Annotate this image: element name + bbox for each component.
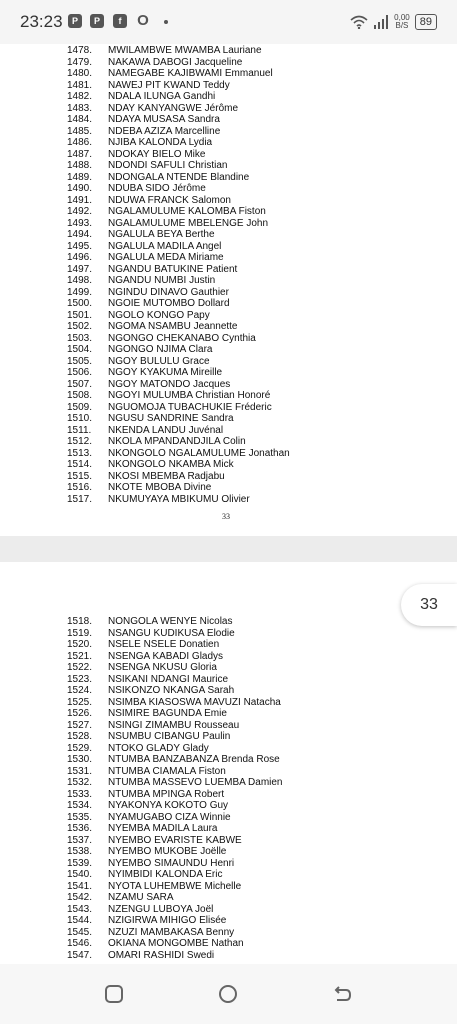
- entry-number: 1544.: [67, 915, 93, 926]
- entry-number: 1525.: [67, 696, 93, 708]
- home-icon[interactable]: [216, 982, 240, 1006]
- entry-name: NGOYI MULUMBA Christian Honoré: [108, 390, 271, 401]
- entry-number: 1502.: [67, 321, 93, 332]
- entry-name: NSIMIRE BAGUNDA Emie: [108, 708, 227, 719]
- list-item: [67, 651, 283, 663]
- entry-name: NTUMBA MPINGA Robert: [108, 788, 225, 800]
- list-item: [67, 356, 290, 368]
- list-item: [67, 367, 290, 379]
- entry-number: 1485.: [67, 125, 93, 137]
- entry-number: 1545.: [67, 926, 93, 938]
- document-page: [0, 44, 457, 536]
- list-item: [67, 103, 290, 115]
- entry-number: 1538.: [67, 846, 93, 857]
- entry-number: 1533.: [67, 788, 93, 800]
- entry-number: 1531.: [67, 765, 93, 777]
- list-item: [67, 252, 290, 264]
- list-item: [67, 448, 290, 460]
- entry-name: NGALULA MADILA Angel: [108, 240, 222, 252]
- entry-name: NGONGO NJIMA Clara: [108, 344, 213, 355]
- entry-number: 1497.: [67, 263, 93, 275]
- entry-name: NGALAMULUME KALOMBA Fiston: [108, 206, 266, 217]
- status-bar: [0, 0, 457, 44]
- entry-name: NGOY BULULU Grace: [108, 355, 210, 367]
- entry-number: 1540.: [67, 869, 93, 880]
- list-item: [67, 436, 290, 448]
- entry-name: NDONDI SAFULI Christian: [108, 160, 228, 171]
- list-item: [67, 835, 283, 847]
- entry-name: NJIBA KALONDA Lydia: [108, 137, 213, 148]
- list-item: [67, 869, 283, 881]
- list-item: [67, 708, 283, 720]
- entry-number: 1543.: [67, 903, 93, 915]
- list-item: [67, 80, 290, 92]
- entry-name: NDAY KANYANGWE Jérôme: [108, 102, 239, 114]
- list-item: [67, 195, 290, 207]
- entry-number: 1505.: [67, 355, 93, 367]
- entry-name: NZIGIRWA MIHIGO Elisée: [108, 915, 227, 926]
- list-item: [67, 720, 283, 732]
- entry-name: NZENGU LUBOYA Joël: [108, 903, 214, 915]
- list-item: [67, 766, 283, 778]
- list-item: [67, 425, 290, 437]
- list-item: [67, 333, 290, 345]
- entry-name: NSIKANI NDANGI Maurice: [108, 673, 229, 685]
- entry-number: 1507.: [67, 378, 93, 390]
- entry-name: NYEMBO EVARISTE KABWE: [108, 834, 242, 846]
- list-item: [67, 114, 290, 126]
- entry-name: NTOKO GLADY Glady: [108, 742, 209, 754]
- entry-number: 1487.: [67, 148, 93, 160]
- entry-number: 1542.: [67, 892, 93, 903]
- entry-name: NYIMBIDI KALONDA Eric: [108, 869, 223, 880]
- list-item: [67, 68, 290, 80]
- entry-number: 1514.: [67, 459, 93, 470]
- entry-number: 1527.: [67, 719, 93, 731]
- list-item: [67, 789, 283, 801]
- entry-name: NKOLA MPANDANDJILA Colin: [108, 436, 246, 447]
- list-item: [67, 662, 283, 674]
- entry-number: 1503.: [67, 332, 93, 344]
- entry-number: 1499.: [67, 286, 93, 298]
- entry-name: MWILAMBWE MWAMBA Lauriane: [108, 45, 262, 56]
- list-item: [67, 494, 290, 506]
- list-item: [67, 57, 290, 69]
- entry-name: NYAKONYA KOKOTO Guy: [108, 800, 229, 811]
- list-item: [67, 275, 290, 287]
- entry-name: NGOMA NSAMBU Jeannette: [108, 321, 238, 332]
- entry-name: NYAMUGABO CIZA Winnie: [108, 811, 231, 823]
- entry-name: NGANDU BATUKINE Patient: [108, 263, 238, 275]
- entry-name: NDONGALA NTENDE Blandine: [108, 171, 250, 183]
- opera-icon: O: [137, 12, 149, 29]
- entry-name: NAKAWA DABOGI Jacqueline: [108, 56, 243, 68]
- entry-name: NSANGU KUDIKUSA Elodie: [108, 627, 235, 639]
- entry-name: NGOLO KONGO Papy: [108, 309, 210, 321]
- entry-name: NDOKAY BIELO Mike: [108, 148, 206, 160]
- list-item: [67, 685, 283, 697]
- entry-name: NONGOLA WENYE Nicolas: [108, 616, 233, 627]
- entry-number: 1539.: [67, 857, 93, 869]
- entry-number: 1509.: [67, 401, 93, 413]
- entry-name: NSINGI ZIMAMBU Rousseau: [108, 719, 240, 731]
- list-item: [67, 310, 290, 322]
- entry-name: NYEMBO SIMAUNDU Henri: [108, 857, 235, 869]
- entry-name: OKIANA MONGOMBE Nathan: [108, 938, 244, 949]
- list-item: [67, 160, 290, 172]
- entry-name: NDALA ILUNGA Gandhi: [108, 91, 216, 102]
- entry-name: NAMEGABE KAJIBWAMI Emmanuel: [108, 68, 273, 79]
- entry-number: 1481.: [67, 79, 93, 91]
- entry-name: NKOTE MBOBA Divine: [108, 482, 212, 493]
- entry-number: 1479.: [67, 56, 93, 68]
- entry-number: 1520.: [67, 639, 93, 650]
- entry-number: 1483.: [67, 102, 93, 114]
- entry-name: NGOY MATONDO Jacques: [108, 378, 231, 390]
- list-item: [67, 482, 290, 494]
- entry-number: 1536.: [67, 823, 93, 834]
- entry-number: 1547.: [67, 949, 93, 961]
- app-notification-icon: P: [68, 14, 82, 28]
- list-item: [67, 892, 283, 904]
- list-item: [67, 950, 283, 962]
- entry-name: NKUMUYAYA MBIKUMU Olivier: [108, 493, 250, 505]
- entry-number: 1498.: [67, 275, 93, 286]
- entry-number: 1537.: [67, 834, 93, 846]
- entry-number: 1518.: [67, 616, 93, 627]
- list-item: [67, 379, 290, 391]
- entry-name: NAWEJ PIT KWAND Teddy: [108, 79, 230, 91]
- entry-name: OMARI RASHIDI Swedi: [108, 949, 215, 961]
- list-item: [67, 800, 283, 812]
- list-item: [67, 938, 283, 950]
- navigation-bar: [0, 964, 457, 1024]
- entry-number: 1490.: [67, 183, 93, 194]
- entry-number: 1508.: [67, 390, 93, 401]
- entry-number: 1535.: [67, 811, 93, 823]
- entry-name: NDAYA MUSASA Sandra: [108, 114, 220, 125]
- list-item: [67, 183, 290, 195]
- list-item: [67, 218, 290, 230]
- entry-number: 1523.: [67, 673, 93, 685]
- entry-number: 1529.: [67, 742, 93, 754]
- entry-name: NSENGA KABADI Gladys: [108, 650, 224, 662]
- name-list: [67, 616, 283, 961]
- list-item: [67, 858, 283, 870]
- entry-number: 1506.: [67, 367, 93, 378]
- entry-number: 1515.: [67, 470, 93, 482]
- list-item: [67, 149, 290, 161]
- entry-number: 1526.: [67, 708, 93, 719]
- list-item: [67, 754, 283, 766]
- list-item: [67, 697, 283, 709]
- list-item: [67, 344, 290, 356]
- list-item: [67, 927, 283, 939]
- entry-number: 1532.: [67, 777, 93, 788]
- entry-name: NKOSI MBEMBA Radjabu: [108, 470, 225, 482]
- list-item: [67, 904, 283, 916]
- entry-number: 1530.: [67, 754, 93, 765]
- entry-name: NSIKONZO NKANGA Sarah: [108, 685, 235, 696]
- entry-name: NSENGA NKUSU Gloria: [108, 662, 217, 673]
- list-item: [67, 743, 283, 755]
- entry-number: 1495.: [67, 240, 93, 252]
- list-item: [67, 229, 290, 241]
- entry-number: 1482.: [67, 91, 93, 102]
- list-item: [67, 206, 290, 218]
- page-number: 33: [222, 512, 230, 521]
- entry-name: NGALAMULUME MBELENGE John: [108, 217, 269, 229]
- entry-number: 1484.: [67, 114, 93, 125]
- entry-number: 1516.: [67, 482, 93, 493]
- status-time: 23:23: [20, 12, 63, 31]
- back-icon[interactable]: [330, 982, 354, 1006]
- entry-name: NTUMBA BANZABANZA Brenda Rose: [108, 754, 280, 765]
- entry-name: NYOTA LUHEMBWE Michelle: [108, 880, 242, 892]
- entry-name: NSUMBU CIBANGU Paulin: [108, 731, 231, 742]
- network-speed: 0,00 B/S: [394, 13, 410, 30]
- more-notifications-dot-icon: [164, 20, 168, 24]
- list-item: [67, 881, 283, 893]
- entry-name: NSELE NSELE Donatien: [108, 639, 220, 650]
- list-item: [67, 471, 290, 483]
- recent-apps-icon[interactable]: [102, 982, 126, 1006]
- entry-name: NKONGOLO NGALAMULUME Jonathan: [108, 447, 290, 459]
- list-item: [67, 172, 290, 184]
- entry-name: NSIMBA KIASOSWA MAVUZI Natacha: [108, 696, 281, 708]
- list-item: [67, 298, 290, 310]
- entry-number: 1488.: [67, 160, 93, 171]
- entry-name: NGALULA BEYA Berthe: [108, 229, 215, 240]
- list-item: [67, 628, 283, 640]
- entry-number: 1510.: [67, 413, 93, 424]
- entry-number: 1491.: [67, 194, 93, 206]
- entry-number: 1528.: [67, 731, 93, 742]
- list-item: [67, 402, 290, 414]
- name-list: [67, 45, 290, 505]
- entry-name: NKENDA LANDU Juvénal: [108, 424, 224, 436]
- entry-number: 1517.: [67, 493, 93, 505]
- entry-name: NGONGO CHEKANABO Cynthia: [108, 332, 256, 344]
- list-item: [67, 413, 290, 425]
- list-item: [67, 126, 290, 138]
- entry-number: 1524.: [67, 685, 93, 696]
- list-item: [67, 91, 290, 103]
- entry-number: 1513.: [67, 447, 93, 459]
- entry-number: 1478.: [67, 45, 93, 56]
- list-item: [67, 390, 290, 402]
- entry-name: NGINDU DINAVO Gauthier: [108, 286, 229, 298]
- entry-number: 1496.: [67, 252, 93, 263]
- entry-name: NTUMBA MASSEVO LUEMBA Damien: [108, 777, 283, 788]
- list-item: [67, 674, 283, 686]
- entry-number: 1534.: [67, 800, 93, 811]
- entry-name: NZUZI MAMBAKASA Benny: [108, 926, 235, 938]
- list-item: [67, 915, 283, 927]
- entry-name: NGUOMOJA TUBACHUKIE Fréderic: [108, 401, 272, 413]
- document-page: [0, 562, 457, 964]
- entry-number: 1519.: [67, 627, 93, 639]
- entry-number: 1489.: [67, 171, 93, 183]
- entry-number: 1500.: [67, 298, 93, 309]
- entry-name: NYEMBA MADILA Laura: [108, 823, 218, 834]
- list-item: [67, 731, 283, 743]
- entry-number: 1522.: [67, 662, 93, 673]
- list-item: [67, 321, 290, 333]
- signal-icon: [373, 15, 389, 29]
- entry-name: NKONGOLO NKAMBA Mick: [108, 459, 234, 470]
- list-item: [67, 459, 290, 471]
- entry-number: 1486.: [67, 137, 93, 148]
- list-item: [67, 264, 290, 276]
- entry-name: NGANDU NUMBI Justin: [108, 275, 216, 286]
- entry-number: 1512.: [67, 436, 93, 447]
- list-item: [67, 639, 283, 651]
- entry-number: 1504.: [67, 344, 93, 355]
- entry-name: NGOY KYAKUMA Mireille: [108, 367, 223, 378]
- entry-number: 1546.: [67, 938, 93, 949]
- entry-name: NDUWA FRANCK Salomon: [108, 194, 231, 206]
- entry-name: NDUBA SIDO Jérôme: [108, 183, 206, 194]
- list-item: [67, 846, 283, 858]
- entry-name: NTUMBA CIAMALA Fiston: [108, 765, 226, 777]
- entry-number: 1541.: [67, 880, 93, 892]
- entry-number: 1501.: [67, 309, 93, 321]
- list-item: [67, 823, 283, 835]
- entry-name: NGOIE MUTOMBO Dollard: [108, 298, 230, 309]
- entry-number: 1521.: [67, 650, 93, 662]
- entry-name: NZAMU SARA: [108, 892, 174, 903]
- list-item: [67, 45, 290, 57]
- entry-name: NYEMBO MUKOBE Joëlle: [108, 846, 227, 857]
- entry-number: 1511.: [67, 424, 92, 436]
- page-indicator-badge: 33: [401, 584, 457, 626]
- list-item: [67, 241, 290, 253]
- list-item: [67, 777, 283, 789]
- list-item: [67, 812, 283, 824]
- app-notification-icon: P: [90, 14, 104, 28]
- entry-name: NGALULA MEDA Miriame: [108, 252, 224, 263]
- list-item: [67, 137, 290, 149]
- entry-number: 1480.: [67, 68, 93, 79]
- list-item: [67, 287, 290, 299]
- battery-icon: 89: [415, 14, 437, 30]
- entry-number: 1492.: [67, 206, 93, 217]
- entry-number: 1493.: [67, 217, 93, 229]
- entry-name: NGUSU SANDRINE Sandra: [108, 413, 234, 424]
- entry-name: NDEBA AZIZA Marcelline: [108, 125, 221, 137]
- facebook-icon: f: [113, 14, 127, 28]
- wifi-icon: [350, 15, 368, 29]
- entry-number: 1494.: [67, 229, 93, 240]
- list-item: [67, 616, 283, 628]
